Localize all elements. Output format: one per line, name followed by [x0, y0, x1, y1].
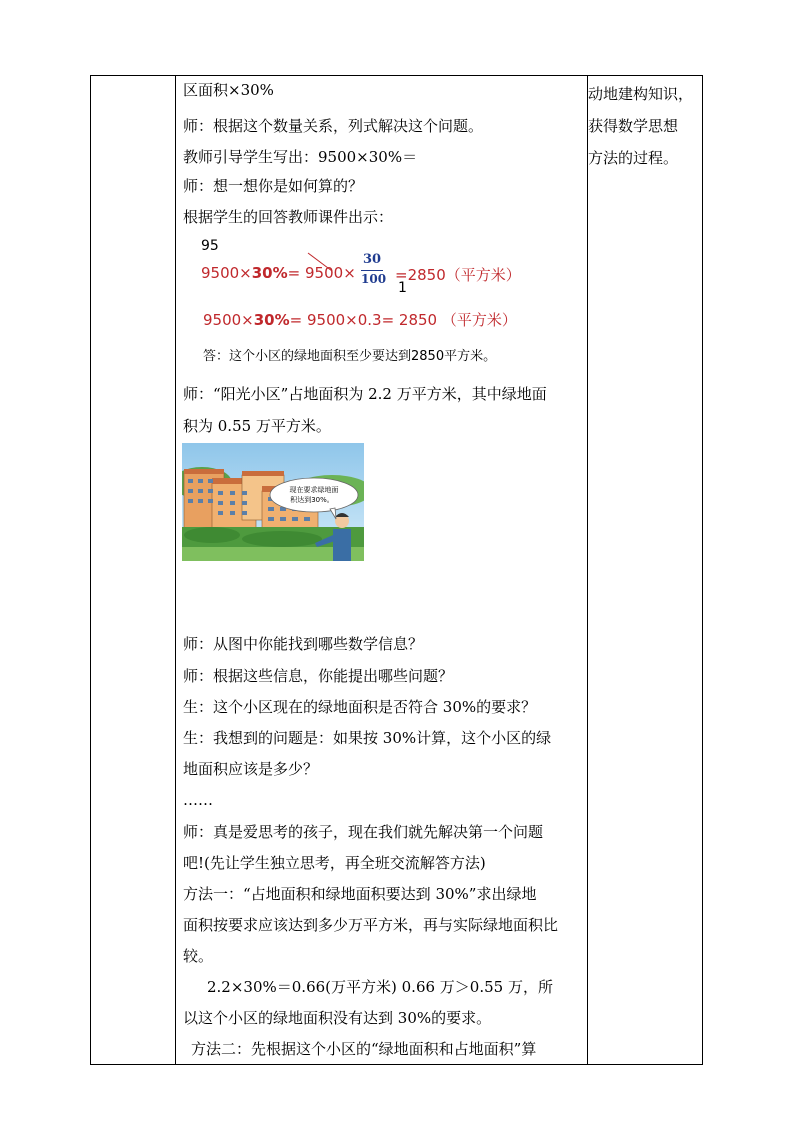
formula-2-left: 9500× [203, 311, 254, 329]
text-line: …… [183, 791, 213, 809]
text-line: 较。 [183, 947, 214, 965]
formula-2-percent: 30% [253, 311, 290, 329]
text-line: 方法二：先根据这个小区的“绿地面积和占地面积”算 [191, 1040, 537, 1058]
text-line: 根据学生的回答教师课件出示： [183, 208, 394, 226]
text-line: 师：根据这些信息，你能提出哪些问题？ [183, 667, 454, 685]
fraction-numerator: 30 [363, 252, 382, 267]
formula-1-percent: 30% [251, 264, 288, 282]
text-line: 吧!(先让学生独立思考，再全班交流解答方法) [183, 854, 486, 872]
answer-line: 答：这个小区的绿地面积至少要达到2850平方米。 [203, 349, 497, 364]
text-line: 方法一：“占地面积和绿地面积要达到 30%”求出绿地 [183, 885, 537, 903]
text-line: 以这个小区的绿地面积没有达到 30%的要求。 [183, 1009, 492, 1027]
text-line: 教师引导学生写出：9500×30%＝ [183, 148, 418, 166]
text-line: 师：真是爱思考的孩子，现在我们就先解决第一个问题 [183, 823, 544, 841]
text-line: 师：从图中你能找到哪些数学信息？ [183, 635, 424, 653]
cancel-bottom-number: 1 [398, 280, 407, 296]
formula-line-2 [203, 309, 517, 330]
formula-1-result: =2850（平方米） [395, 266, 521, 284]
lesson-table [90, 75, 703, 1065]
text-line: 积为 0.55 万平方米。 [183, 417, 331, 435]
formula-1-left: 9500× [201, 264, 252, 282]
right-text-3: 方法的过程。 [588, 149, 679, 167]
fraction-denominator: 100 [361, 272, 387, 286]
text-line: 生：我想到的问题是：如果按 30%计算，这个小区的绿 [183, 729, 552, 747]
formula-1-equals: = [287, 264, 301, 282]
right-text-2: 获得数学思想 [588, 117, 679, 135]
column-divider-left [175, 76, 176, 1064]
cancel-top-number: 95 [201, 238, 219, 254]
speech-text-1: 现在要求绿地面 [289, 486, 339, 494]
text-line: 生：这个小区现在的绿地面积是否符合 30%的要求？ [183, 698, 537, 716]
right-text-1: 动地建构知识， [588, 85, 694, 103]
cancel-strike [306, 249, 346, 279]
text-line: 师：想一想你是如何算的？ [183, 177, 364, 195]
text-line: 师：“阳光小区”占地面积为 2.2 万平方米，其中绿地面 [183, 385, 547, 403]
formula-2-rest: = 9500×0.3= 2850 （平方米） [289, 311, 517, 329]
text-line: 地面积应该是多少？ [183, 760, 319, 778]
text-line: 师：根据这个数量关系，列式解决这个问题。 [183, 117, 484, 135]
text-line: 区面积×30% [183, 81, 274, 99]
column-divider-right [587, 76, 588, 1064]
speech-text-2: 积达到30%。 [290, 496, 334, 504]
fraction-bar [361, 270, 383, 271]
text-line: 面积按要求应该达到多少万平方米，再与实际绿地面积比 [183, 916, 559, 934]
residential-illustration [182, 443, 364, 561]
text-line: 2.2×30%＝0.66(万平方米) 0.66 万＞0.55 万，所 [207, 978, 553, 996]
formula-1-middle: 9500× [305, 264, 356, 282]
